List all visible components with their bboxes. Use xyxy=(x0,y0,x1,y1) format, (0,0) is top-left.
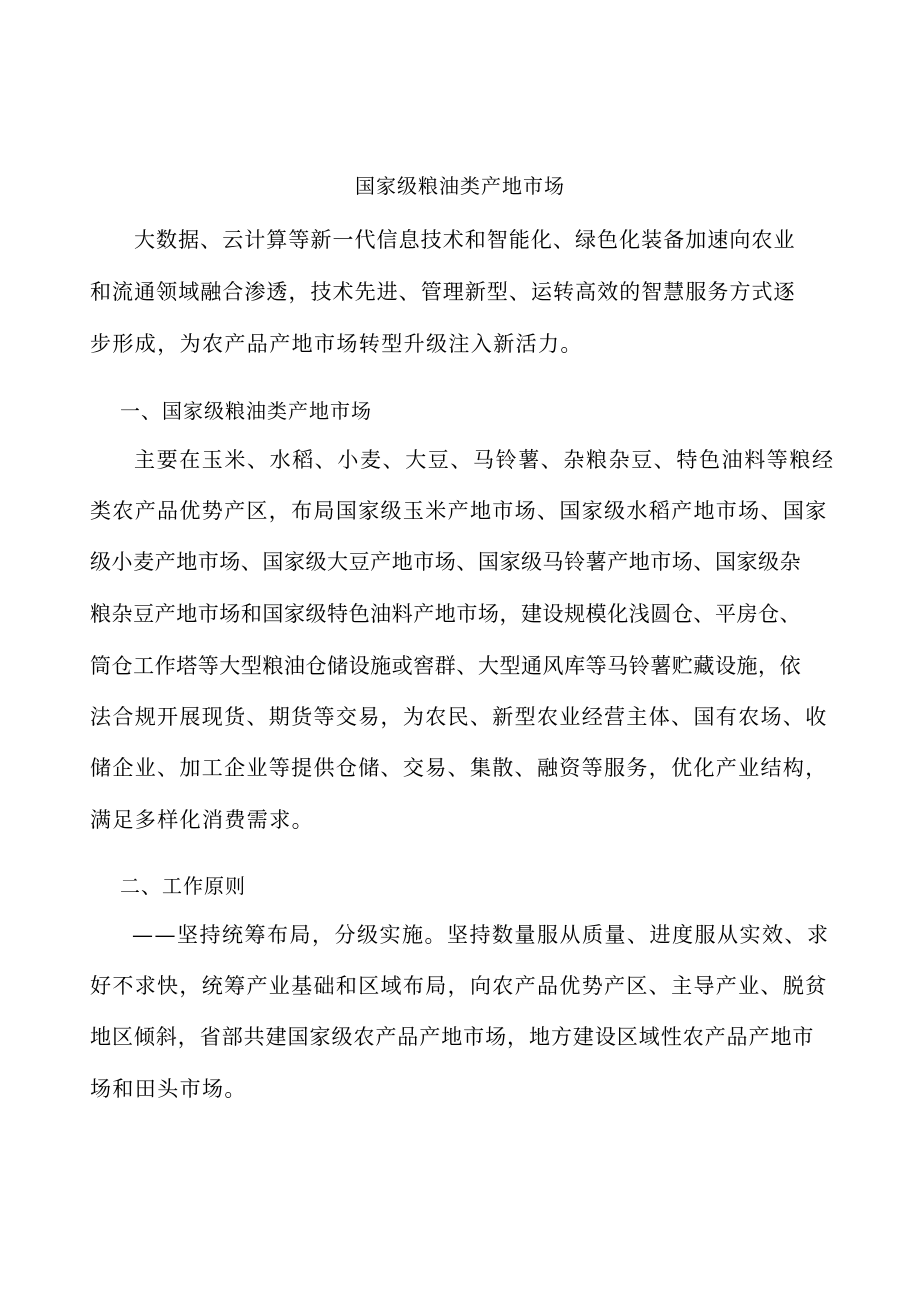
section-1-heading: 一、国家级粮油类产地市场 xyxy=(120,399,372,423)
section-2-line-3: 地区倾斜，省部共建国家级农产品产地市场，地方建设区域性农产品产地市 xyxy=(90,1025,815,1049)
document-title: 国家级粮油类产地市场 xyxy=(355,174,565,198)
section-1-line-4: 粮杂豆产地市场和国家级特色油料产地市场，建设规模化浅圆仓、平房仓、 xyxy=(90,602,802,626)
intro-line-2: 和流通领域融合渗透，技术先进、管理新型、运转高效的智慧服务方式逐 xyxy=(90,280,796,304)
section-1-line-5: 筒仓工作塔等大型粮油仓储设施或窖群、大型通风库等马铃薯贮藏设施，依 xyxy=(90,654,802,678)
section-1-line-3: 级小麦产地市场、国家级大豆产地市场、国家级马铃薯产地市场、国家级杂 xyxy=(90,550,802,574)
section-2-heading: 二、工作原则 xyxy=(120,874,246,898)
section-2-line-2: 好不求快，统筹产业基础和区域布局，向农产品优势产区、主导产业、脱贫 xyxy=(90,974,828,998)
section-1-line-1: 主要在玉米、水稻、小麦、大豆、马铃薯、杂粮杂豆、特色油料等粮经 xyxy=(134,448,835,472)
section-2-line-4: 场和田头市场。 xyxy=(90,1077,247,1101)
section-1-line-6: 法合规开展现货、期货等交易，为农民、新型农业经营主体、国有农场、收 xyxy=(90,705,828,729)
section-2-line-1: ——坚持统筹布局，分级实施。坚持数量服从质量、进度服从实效、求 xyxy=(132,923,830,947)
intro-line-3: 步形成，为农产品产地市场转型升级注入新活力。 xyxy=(90,332,583,356)
intro-line-1: 大数据、云计算等新一代信息技术和智能化、绿色化装备加速向农业 xyxy=(134,228,796,252)
section-1-line-8: 满足多样化消费需求。 xyxy=(90,808,314,832)
section-1-line-7: 储企业、加工企业等提供仓储、交易、集散、融资等服务，优化产业结构， xyxy=(90,756,828,780)
section-1-line-2: 类农产品优势产区，布局国家级玉米产地市场、国家级水稻产地市场、国家 xyxy=(90,499,828,523)
